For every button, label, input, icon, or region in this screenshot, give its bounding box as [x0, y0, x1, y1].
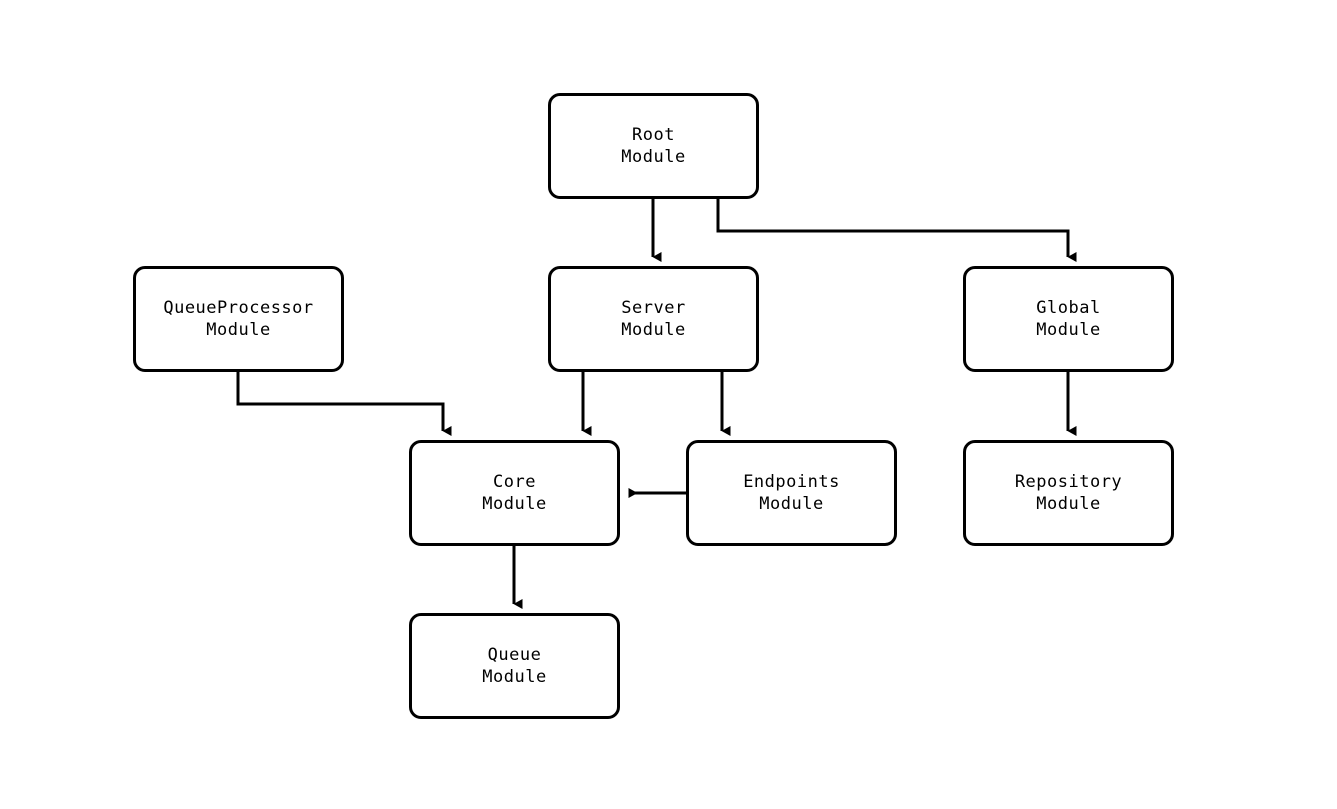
node-global-line2: Module — [1036, 320, 1101, 340]
node-server-line2: Module — [621, 320, 686, 340]
node-server[interactable] — [548, 266, 759, 372]
node-queue-line1: Queue — [487, 645, 542, 665]
node-core-line1: Core — [493, 472, 536, 492]
node-server-line1: Server — [621, 298, 686, 318]
node-core[interactable] — [409, 440, 620, 546]
node-repository[interactable] — [963, 440, 1174, 546]
node-repository-line2: Module — [1036, 494, 1101, 514]
node-endpoints-line1: Endpoints — [743, 472, 840, 492]
node-root[interactable] — [548, 93, 759, 199]
node-queueprocessor-line1: QueueProcessor — [163, 298, 314, 318]
node-global-line1: Global — [1036, 298, 1101, 318]
node-queue-line2: Module — [482, 667, 547, 687]
node-repository-line1: Repository — [1014, 472, 1123, 492]
node-queue[interactable] — [409, 613, 620, 719]
node-root-line2: Module — [621, 147, 686, 167]
node-core-line2: Module — [482, 494, 547, 514]
edge-queueprocessor-to-core — [238, 372, 443, 431]
node-queueprocessor-line2: Module — [206, 320, 271, 340]
node-global[interactable] — [963, 266, 1174, 372]
node-endpoints-line2: Module — [759, 494, 824, 514]
edge-paths — [238, 199, 1068, 604]
edge-root-to-global — [718, 199, 1068, 257]
node-root-line1: Root — [632, 125, 675, 145]
node-endpoints[interactable] — [686, 440, 897, 546]
node-queueprocessor[interactable] — [133, 266, 344, 372]
